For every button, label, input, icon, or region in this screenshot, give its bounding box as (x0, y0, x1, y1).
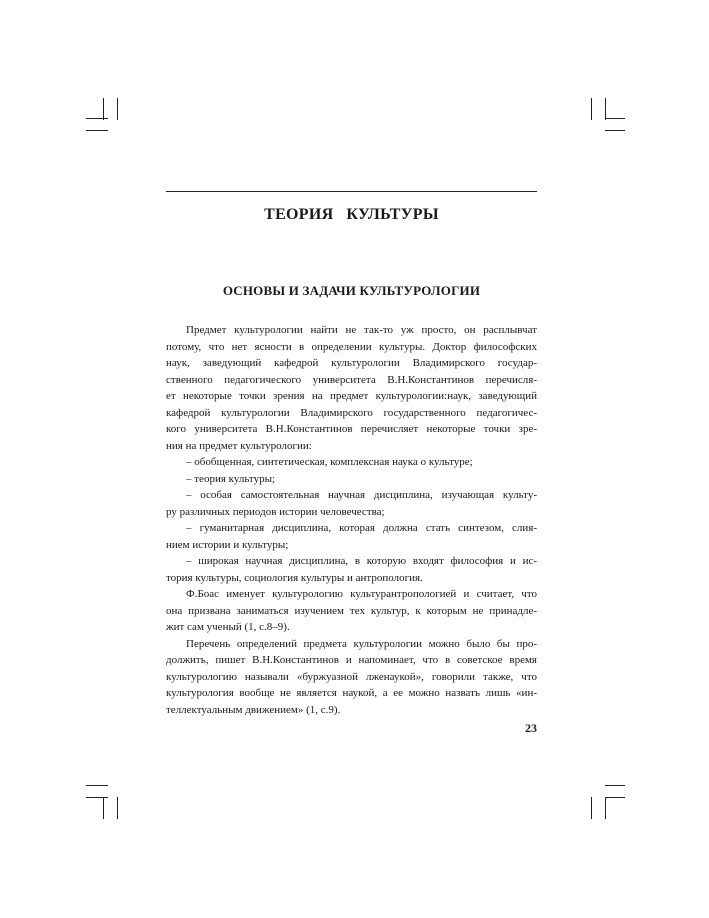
text-line: ру различных периодов истории человечества; (166, 505, 385, 518)
crop-mark-bottom-right-v2 (605, 797, 606, 819)
text-line: культурология вообще не является наукой, а ее можно назвать лишь «ин- (166, 687, 537, 699)
text-line: – обобщенная, синтетическая, комплексная наука о культуре; (186, 456, 473, 468)
text-line: должить, пишет В.Н.Константинов и напоминает, что в советское время (166, 654, 537, 666)
crop-mark-top-left-h (86, 118, 108, 119)
text-line: теллектуальным движением» (1, с.9). (166, 703, 341, 716)
text-line: ственного педагогического университета В.Н.Константинов перечисля- (166, 373, 537, 386)
section-title: ОСНОВЫ И ЗАДАЧИ КУЛЬТУРОЛОГИИ (222, 283, 481, 298)
chapter-title: ТЕОРИЯ КУЛЬТУРЫ (264, 206, 439, 223)
text-line: Ф.Боас именует культурологию культурантропологией и считает, что (186, 588, 537, 600)
crop-mark-top-left-v1 (103, 98, 104, 120)
header-rule (166, 191, 537, 192)
crop-mark-bottom-right-h (605, 785, 625, 786)
crop-mark-bottom-left-h (86, 785, 108, 786)
text-line: жит сам ученый (1, с.8–9). (166, 621, 290, 633)
crop-mark-top-left-h2 (86, 130, 108, 131)
text-line: кафедрой культурологии Владимирского государственного педагогичес- (166, 406, 537, 419)
crop-mark-top-right-v2 (605, 98, 606, 120)
crop-mark-bottom-left-v1 (103, 797, 104, 819)
text-line: Предмет культурологии найти не так-то уж просто, он расплывчат (186, 324, 537, 336)
text-line: – гуманитарная дисциплина, которая должна стать синтезом, слия- (186, 522, 537, 534)
text-line: Перечень определений предмета культурологии можно было бы про- (186, 637, 537, 650)
body-text (166, 322, 537, 718)
text-line: – теория культуры; (186, 472, 276, 485)
page-number: 23 (525, 721, 537, 735)
crop-mark-bottom-left-v2 (117, 797, 118, 819)
crop-mark-bottom-left-h2 (86, 797, 108, 798)
text-line: тория культуры, социология культуры и антропология. (166, 571, 423, 584)
text-line: потому, что нет ясности в определении культуры. Доктор философских (166, 340, 537, 353)
text-line: культурологию называли «буржуазной лженаукой», говорили также, что (166, 670, 537, 683)
text-line: – особая самостоятельная научная дисциплина, изучающая культу- (186, 489, 537, 501)
crop-mark-top-right-h2 (605, 130, 625, 131)
text-line: она призвана заниматься изучением тех культур, к которым не принадле- (166, 604, 537, 617)
text-line: ет некоторые точки зрения на предмет культурологии:наук, заведующий (166, 390, 537, 402)
text-line: – широкая научная дисциплина, в которую входят философия и ис- (186, 555, 537, 567)
crop-mark-top-right-h (605, 118, 625, 119)
text-line: нием истории и культуры; (166, 538, 289, 551)
text-line: наук, заведующий кафедрой культурологии Владимирского государ- (166, 357, 537, 369)
crop-mark-top-right-v1 (591, 98, 592, 120)
text-line: ния на предмет культурологии: (166, 439, 312, 452)
crop-mark-bottom-right-h2 (605, 797, 625, 798)
crop-mark-top-left-v2 (117, 98, 118, 120)
crop-mark-bottom-right-v1 (591, 797, 592, 819)
text-line: кого университета В.Н.Константинов перечисляет некоторые точки зре- (166, 423, 537, 435)
